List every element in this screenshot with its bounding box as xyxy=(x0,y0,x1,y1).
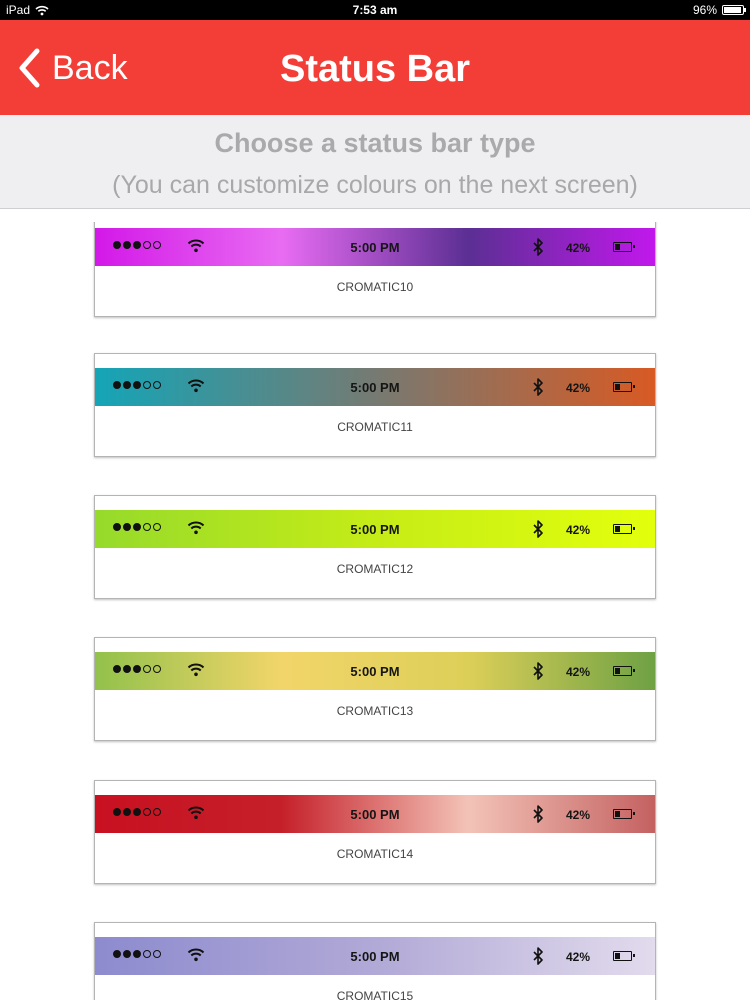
preview-time: 5:00 PM xyxy=(350,949,400,964)
preview-time: 5:00 PM xyxy=(350,664,400,679)
preview-time: 5:00 PM xyxy=(350,522,400,537)
instruction-subtitle: (You can customize colours on the next screen) xyxy=(112,171,638,199)
status-bar-preview xyxy=(95,228,655,266)
status-bar-preview xyxy=(95,937,655,975)
preview-battery-percent: 42% xyxy=(566,523,591,537)
battery-percent: 96% xyxy=(692,3,717,17)
battery-icon xyxy=(613,382,632,392)
status-bar-preview xyxy=(95,652,655,690)
battery-icon xyxy=(722,5,744,15)
battery-icon xyxy=(613,809,632,819)
preview-battery-percent: 42% xyxy=(566,241,591,255)
status-bar-option-card[interactable] xyxy=(94,922,656,1000)
status-bar-option-card[interactable] xyxy=(94,780,656,884)
navigation-bar xyxy=(0,20,750,115)
page-title: Status Bar xyxy=(279,48,471,90)
status-bar-preview xyxy=(95,795,655,833)
preview-time: 5:00 PM xyxy=(350,380,400,395)
bluetooth-icon xyxy=(533,520,543,538)
status-bar-type-name: CROMATIC12 xyxy=(336,562,414,576)
preview-battery-percent: 42% xyxy=(566,665,591,679)
instruction-panel xyxy=(0,115,750,209)
system-status-bar xyxy=(0,0,750,20)
device-label: iPad xyxy=(6,3,31,17)
status-bar-option-card[interactable] xyxy=(94,353,656,457)
status-bar-type-list[interactable] xyxy=(0,222,750,1000)
status-bar-preview xyxy=(95,368,655,406)
bluetooth-icon xyxy=(533,662,543,680)
status-bar-type-name: CROMATIC14 xyxy=(336,847,414,861)
preview-battery-percent: 42% xyxy=(566,950,591,964)
back-label: Back xyxy=(52,48,128,87)
status-bar-type-name: CROMATIC13 xyxy=(336,704,414,718)
preview-battery-percent: 42% xyxy=(566,808,591,822)
preview-time: 5:00 PM xyxy=(350,240,400,255)
status-bar-option-card[interactable] xyxy=(94,222,656,317)
battery-icon xyxy=(613,666,632,676)
battery-icon xyxy=(613,951,632,961)
bluetooth-icon xyxy=(533,378,543,396)
status-bar-option-card[interactable] xyxy=(94,495,656,599)
status-bar-preview xyxy=(95,510,655,548)
battery-icon xyxy=(613,524,632,534)
preview-time: 5:00 PM xyxy=(350,807,400,822)
bluetooth-icon xyxy=(533,805,543,823)
bluetooth-icon xyxy=(533,238,543,256)
status-bar-type-name: CROMATIC11 xyxy=(337,420,413,434)
status-bar-type-name: CROMATIC15 xyxy=(336,989,414,1000)
status-bar-option-card[interactable] xyxy=(94,637,656,741)
instruction-title: Choose a status bar type xyxy=(214,128,536,158)
preview-battery-percent: 42% xyxy=(566,381,591,395)
battery-indicator xyxy=(693,3,744,17)
status-bar-type-name: CROMATIC10 xyxy=(336,280,414,294)
bluetooth-icon xyxy=(533,947,543,965)
battery-icon xyxy=(613,242,632,252)
system-time: 7:53 am xyxy=(352,3,398,17)
